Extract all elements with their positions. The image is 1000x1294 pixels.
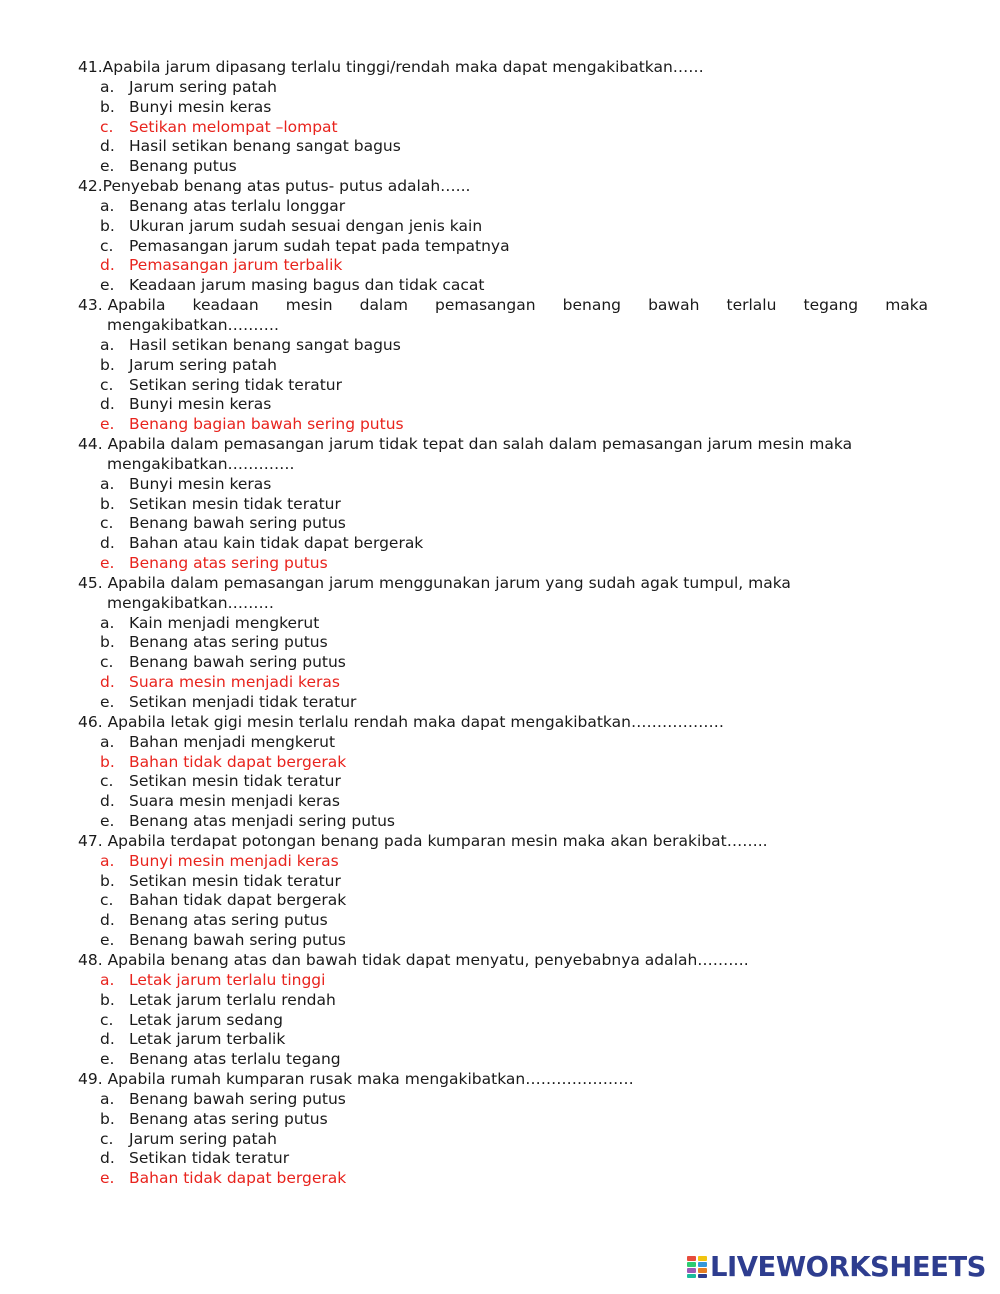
option-text: Letak jarum terbalik — [129, 1030, 286, 1049]
answer-option[interactable] — [78, 336, 928, 356]
question-line — [78, 951, 928, 971]
option-letter: b. — [100, 752, 115, 771]
question-number: 46. — [78, 712, 108, 731]
answer-option[interactable] — [78, 931, 928, 951]
option-letter: e. — [100, 931, 115, 950]
answer-option[interactable] — [78, 356, 928, 376]
question-text: Apabila benang atas dan bawah tidak dapat menyatu, penyebabnya adalah………. — [107, 950, 749, 969]
option-text: Bunyi mesin keras — [129, 395, 272, 414]
question-text-continuation: mengakibatkan…………. — [107, 454, 295, 473]
question-number: 44. — [78, 435, 108, 454]
question-number: 48. — [78, 950, 108, 969]
option-letter: d. — [100, 534, 115, 553]
option-text: Jarum sering patah — [129, 355, 277, 374]
option-letter: b. — [100, 990, 115, 1009]
answer-options — [78, 1090, 928, 1189]
question-number: 47. — [78, 831, 108, 850]
answer-option[interactable] — [78, 991, 928, 1011]
option-text: Jarum sering patah — [129, 77, 277, 96]
answer-option[interactable] — [78, 475, 928, 495]
question-line — [78, 296, 928, 316]
answer-option[interactable] — [78, 1011, 928, 1031]
option-text: Bunyi mesin menjadi keras — [129, 851, 339, 870]
option-letter: b. — [100, 355, 115, 374]
answer-option[interactable] — [78, 872, 928, 892]
option-letter: a. — [100, 613, 115, 632]
answer-option-correct[interactable] — [78, 554, 928, 574]
option-text: Benang bawah sering putus — [129, 1089, 346, 1108]
question-45 — [78, 574, 928, 713]
option-letter: a. — [100, 196, 115, 215]
option-text: Letak jarum sedang — [129, 1010, 284, 1029]
option-letter: e. — [100, 1169, 115, 1188]
option-text: Benang atas sering putus — [129, 1109, 328, 1128]
option-text: Benang bawah sering putus — [129, 514, 346, 533]
option-letter: c. — [100, 891, 114, 910]
answer-option-correct[interactable] — [78, 118, 928, 138]
question-line — [78, 1070, 928, 1090]
option-letter: a. — [100, 851, 115, 870]
option-letter: e. — [100, 276, 115, 295]
option-letter: c. — [100, 1129, 114, 1148]
option-text: Ukuran jarum sudah sesuai dengan jenis kain — [129, 216, 483, 235]
option-letter: e. — [100, 1050, 115, 1069]
option-letter: c. — [100, 117, 114, 136]
answer-option[interactable] — [78, 157, 928, 177]
option-letter: b. — [100, 633, 115, 652]
question-number: 43. — [78, 296, 108, 315]
option-text: Suara mesin menjadi keras — [129, 673, 340, 692]
answer-option[interactable] — [78, 1050, 928, 1070]
question-text: Apabila dalam pemasangan jarum tidak tepat dan salah dalam pemasangan jarum mesin maka — [107, 435, 853, 454]
question-line — [78, 177, 928, 197]
option-text: Benang atas sering putus — [129, 554, 328, 573]
option-text: Benang atas sering putus — [129, 633, 328, 652]
answer-option[interactable] — [78, 653, 928, 673]
option-text: Setikan mesin tidak teratur — [129, 772, 341, 791]
option-text: Benang atas terlalu tegang — [129, 1050, 341, 1069]
option-letter: b. — [100, 1109, 115, 1128]
answer-option[interactable] — [78, 891, 928, 911]
question-text: Penyebab benang atas putus- putus adalah…... — [102, 177, 471, 196]
option-text: Setikan menjadi tidak teratur — [129, 693, 357, 711]
question-49 — [78, 1070, 928, 1189]
answer-options — [78, 197, 928, 296]
option-letter: d. — [100, 1149, 115, 1168]
option-letter: c. — [100, 653, 114, 672]
option-letter: a. — [100, 732, 115, 751]
answer-option[interactable] — [78, 137, 928, 157]
answer-option-correct[interactable] — [78, 852, 928, 872]
answer-option[interactable] — [78, 217, 928, 237]
question-line — [78, 58, 928, 78]
option-letter: e. — [100, 415, 115, 434]
answer-option-correct[interactable] — [78, 673, 928, 693]
answer-option[interactable] — [78, 395, 928, 415]
option-letter: b. — [100, 494, 115, 513]
liveworksheets-logo-icon — [686, 1255, 708, 1279]
option-letter: c. — [100, 514, 114, 533]
option-text: Letak jarum terlalu rendah — [129, 990, 336, 1009]
option-letter: d. — [100, 395, 115, 414]
option-letter: a. — [100, 77, 115, 96]
question-number: 49. — [78, 1070, 108, 1089]
question-48 — [78, 951, 928, 1070]
question-line — [78, 713, 928, 733]
option-text: Setikan mesin tidak teratur — [129, 871, 341, 890]
question-text-continuation: mengakibatkan………. — [107, 315, 279, 334]
answer-option[interactable] — [78, 633, 928, 653]
question-text: Apabila rumah kumparan rusak maka mengakibatkan………………… — [107, 1070, 634, 1089]
question-text: Apabila dalam pemasangan jarum menggunakan jarum yang sudah agak tumpul, maka — [107, 573, 791, 592]
answer-option[interactable] — [78, 98, 928, 118]
option-text: Bahan tidak dapat bergerak — [129, 891, 347, 910]
worksheet — [78, 58, 928, 1189]
answer-options — [78, 78, 928, 177]
liveworksheets-logo[interactable] — [686, 1252, 986, 1282]
option-letter: e. — [100, 554, 115, 573]
question-text: Apabila jarum dipasang terlalu tinggi/rendah maka dapat mengakibatkan…… — [102, 58, 704, 76]
option-letter: d. — [100, 911, 115, 930]
answer-option[interactable] — [78, 534, 928, 554]
question-line — [78, 435, 928, 455]
option-letter: a. — [100, 1089, 115, 1108]
option-letter: d. — [100, 792, 115, 811]
answer-option[interactable] — [78, 614, 928, 634]
option-letter: b. — [100, 871, 115, 890]
option-letter: d. — [100, 1030, 115, 1049]
option-text: Benang atas terlalu longgar — [129, 196, 346, 215]
answer-option[interactable] — [78, 514, 928, 534]
option-text: Bahan tidak dapat bergerak — [129, 1169, 347, 1188]
option-letter: c. — [100, 772, 114, 791]
option-text: Keadaan jarum masing bagus dan tidak cacat — [129, 276, 485, 295]
option-text: Kain menjadi mengkerut — [129, 613, 320, 632]
option-letter: e. — [100, 812, 115, 831]
question-text-continuation: mengakibatkan……… — [107, 593, 275, 612]
option-letter: d. — [100, 256, 115, 275]
option-letter: a. — [100, 970, 115, 989]
question-text: Apabila keadaan mesin dalam pemasangan benang bawah terlalu tegang maka — [107, 296, 928, 315]
option-letter: d. — [100, 137, 115, 156]
question-line — [78, 574, 928, 594]
question-42 — [78, 177, 928, 296]
answer-option[interactable] — [78, 237, 928, 257]
option-text: Pemasangan jarum sudah tepat pada tempatnya — [129, 236, 510, 255]
option-text: Setikan melompat –lompat — [129, 117, 338, 136]
option-letter: a. — [100, 335, 115, 354]
answer-option-correct[interactable] — [78, 1169, 928, 1189]
answer-option[interactable] — [78, 495, 928, 515]
question-line — [78, 832, 928, 852]
option-text: Setikan tidak teratur — [129, 1149, 290, 1168]
answer-option[interactable] — [78, 1110, 928, 1130]
answer-options — [78, 852, 928, 951]
answer-option[interactable] — [78, 276, 928, 296]
answer-option[interactable] — [78, 693, 928, 713]
question-text: Apabila letak gigi mesin terlalu rendah maka dapat mengakibatkan……………… — [107, 712, 724, 731]
option-letter: a. — [100, 474, 115, 493]
question-46 — [78, 713, 928, 832]
logo-text: LIVEWORKSHEETS — [710, 1251, 986, 1283]
option-text: Letak jarum terlalu tinggi — [129, 970, 326, 989]
answer-option[interactable] — [78, 78, 928, 98]
option-letter: b. — [100, 97, 115, 116]
answer-option[interactable] — [78, 1090, 928, 1110]
answer-option[interactable] — [78, 1130, 928, 1150]
question-47 — [78, 832, 928, 951]
option-letter: b. — [100, 216, 115, 235]
option-text: Hasil setikan benang sangat bagus — [129, 137, 401, 156]
option-text: Hasil setikan benang sangat bagus — [129, 335, 401, 354]
answer-options — [78, 614, 928, 713]
answer-option[interactable] — [78, 792, 928, 812]
answer-option-correct[interactable] — [78, 415, 928, 435]
answer-option[interactable] — [78, 1030, 928, 1050]
option-letter: e. — [100, 693, 115, 711]
option-text: Benang putus — [129, 157, 237, 176]
option-letter: c. — [100, 236, 114, 255]
answer-options — [78, 733, 928, 832]
answer-options — [78, 475, 928, 574]
answer-options — [78, 971, 928, 1070]
option-text: Jarum sering patah — [129, 1129, 277, 1148]
question-43 — [78, 296, 928, 435]
answer-option[interactable] — [78, 1149, 928, 1169]
answer-options — [78, 336, 928, 435]
option-text: Setikan mesin tidak teratur — [129, 494, 341, 513]
option-text: Bunyi mesin keras — [129, 474, 272, 493]
option-text: Bunyi mesin keras — [129, 97, 272, 116]
option-text: Bahan atau kain tidak dapat bergerak — [129, 534, 424, 553]
option-letter: d. — [100, 673, 115, 692]
option-text: Benang atas sering putus — [129, 911, 328, 930]
option-text: Bahan menjadi mengkerut — [129, 732, 336, 751]
answer-option[interactable] — [78, 772, 928, 792]
question-number: 41. — [78, 58, 103, 76]
option-text: Suara mesin menjadi keras — [129, 792, 340, 811]
answer-option[interactable] — [78, 812, 928, 832]
option-letter: e. — [100, 157, 115, 176]
option-letter: c. — [100, 1010, 114, 1029]
answer-option[interactable] — [78, 911, 928, 931]
question-number: 45. — [78, 573, 108, 592]
option-text: Benang bawah sering putus — [129, 653, 346, 672]
answer-option-correct[interactable] — [78, 256, 928, 276]
question-41 — [78, 58, 928, 177]
answer-option-correct[interactable] — [78, 753, 928, 773]
option-text: Benang atas menjadi sering putus — [129, 812, 396, 831]
answer-option-correct[interactable] — [78, 971, 928, 991]
question-number: 42. — [78, 177, 103, 196]
question-44 — [78, 435, 928, 574]
answer-option[interactable] — [78, 197, 928, 217]
option-text: Benang bawah sering putus — [129, 931, 346, 950]
question-text: Apabila terdapat potongan benang pada kumparan mesin maka akan berakibat…….. — [107, 831, 768, 850]
option-text: Setikan sering tidak teratur — [129, 375, 342, 394]
option-text: Pemasangan jarum terbalik — [129, 256, 343, 275]
option-text: Benang bagian bawah sering putus — [129, 415, 404, 434]
option-text: Bahan tidak dapat bergerak — [129, 752, 347, 771]
answer-option[interactable] — [78, 733, 928, 753]
option-letter: c. — [100, 375, 114, 394]
answer-option[interactable] — [78, 376, 928, 396]
